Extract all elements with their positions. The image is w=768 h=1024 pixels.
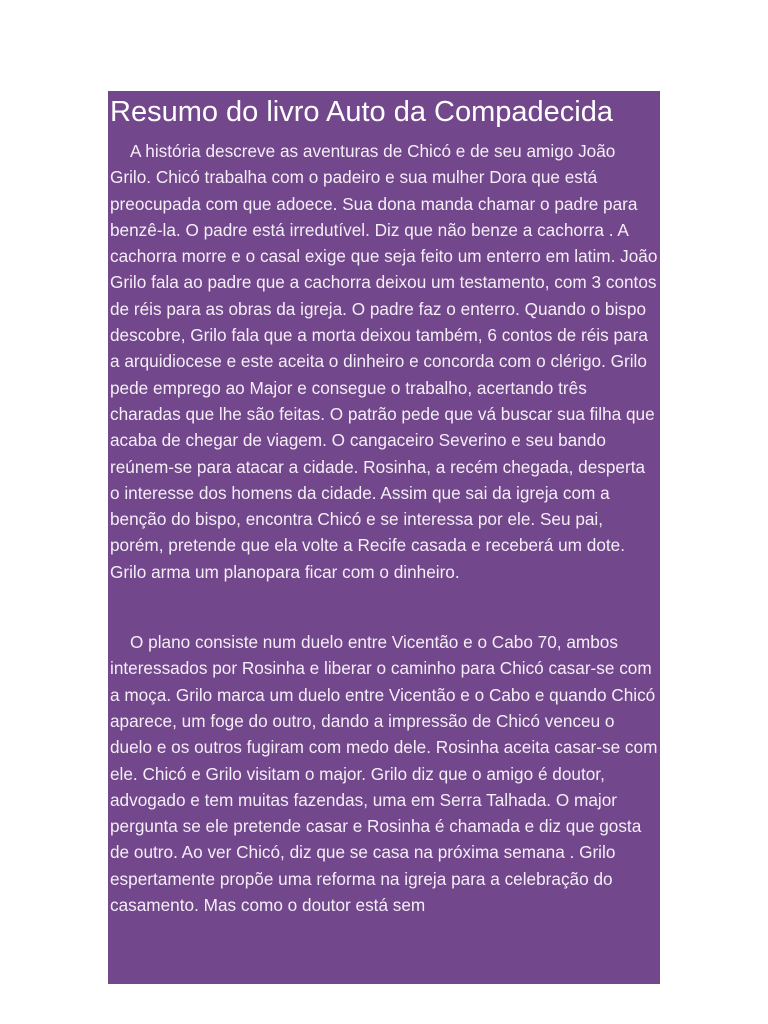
paragraph-1: A história descreve as aventuras de Chicó e de seu amigo João Grilo. Chicó trabalha com o padeiro e sua mulher Dora que está preocupada com que adoece. Sua dona manda chamar o padre para benzê-la. O padre está irredutível. Diz que não benze a cachorra . A cachorra morre e o casal exige que seja feito um enterro em latim. João Grilo fala ao padre que a cachorra deixou um testamento, com 3 contos de réis para as obras da igreja. O padre faz o enterro. Quando o bispo descobre, Grilo fala que a morta deixou também, 6 contos de réis para a arquidiocese e este aceita o dinheiro e concorda com o clérigo. Grilo pede emprego ao Major e consegue o trabalho, acertando três charadas que lhe são feitas. O patrão pede que vá buscar sua filha que acaba de chegar de viagem. O cangaceiro Severino e seu bando reúnem-se para atacar a cidade. Rosinha, a recém chegada, desperta o interesse dos homens da cidade. Assim que sai da igreja com a benção do bispo, encontra Chicó e se interessa por ele. Seu pai, porém, pretende que ela volte a Recife casada e receberá um dote. Grilo arma um planopara ficar com o dinheiro. xyxy=(110,141,658,582)
document-title: Resumo do livro Auto da Compadecida xyxy=(110,96,613,128)
paragraph-2: O plano consiste num duelo entre Vicentão e o Cabo 70, ambos interessados por Rosinha e liberar o caminho para Chicó casar-se com a moça. Grilo marca um duelo entre Vicentão e o Cabo e quando Chicó aparece, um foge do outro, dando a impressão de Chicó venceu o duelo e os outros fugiram com medo dele. Rosinha aceita casar-se com ele. Chicó e Grilo visitam o major. Grilo diz que o amigo é doutor, advogado e tem muitas fazendas, uma em Serra Talhada. O major pergunta se ele pretende casar e Rosinha é chamada e diz que gosta de outro. Ao ver Chicó, diz que se casa na próxima semana . Grilo espertamente propõe uma reforma na igreja para a celebração do casamento. Mas como o doutor está sem xyxy=(110,632,658,916)
document-panel xyxy=(108,91,660,984)
